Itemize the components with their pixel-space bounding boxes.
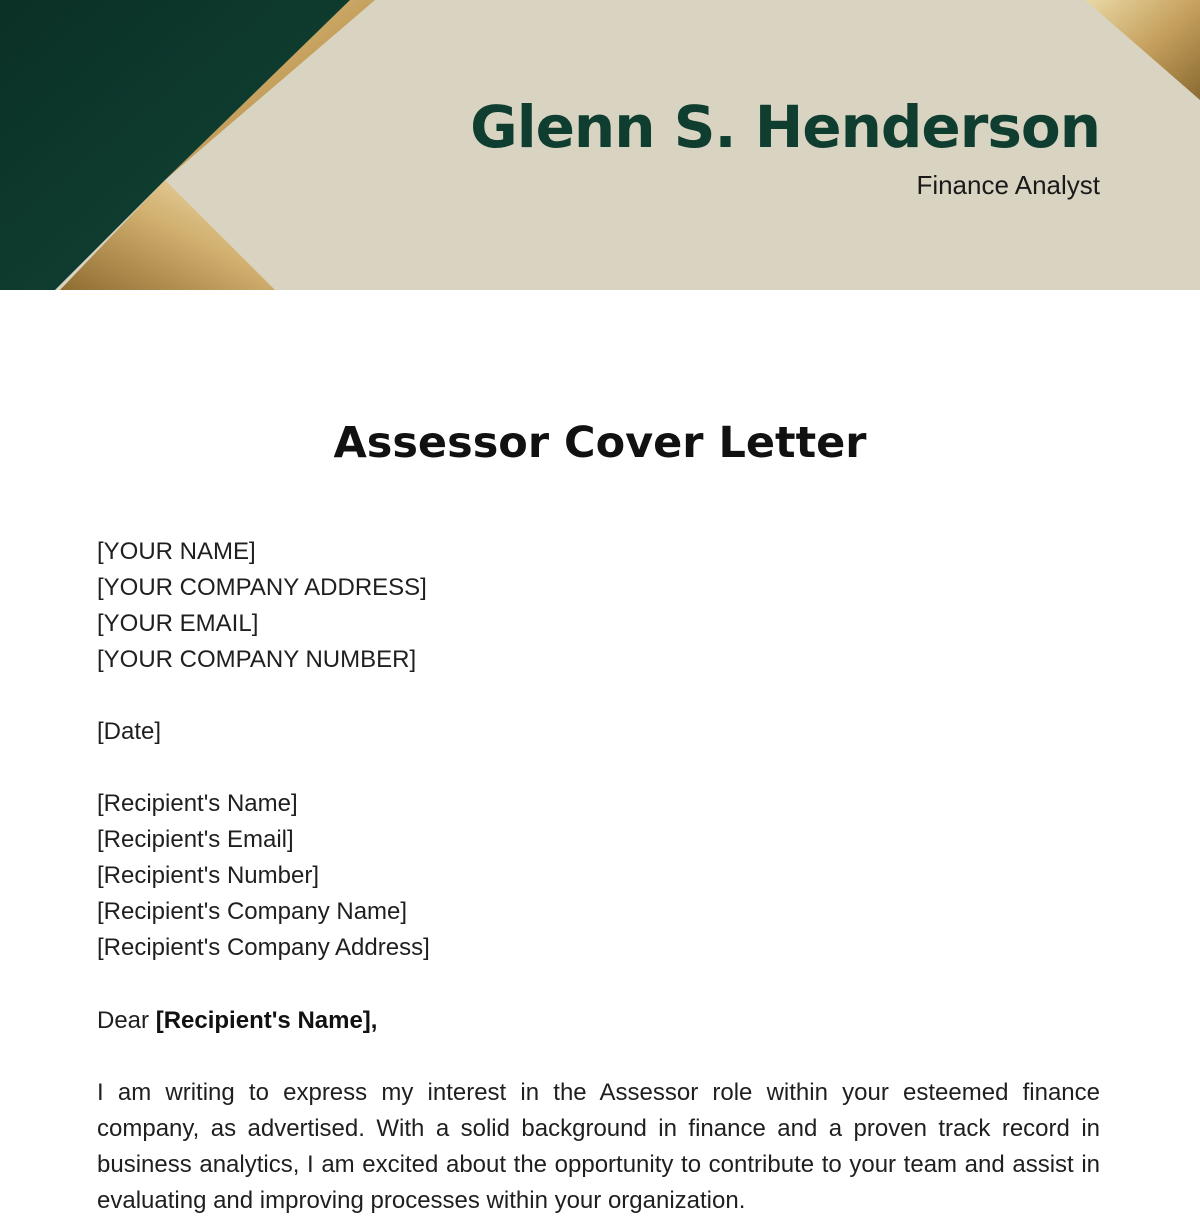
sender-name: [YOUR NAME] — [97, 538, 256, 565]
recipient-name: [Recipient's Name] — [97, 790, 298, 817]
salutation — [97, 1003, 1100, 1039]
salutation-greeting: Dear — [97, 1007, 150, 1034]
sender-address-block — [97, 534, 1100, 678]
salutation-recipient-name: [Recipient's Name], — [155, 1007, 378, 1034]
recipient-company-name: [Recipient's Company Name] — [97, 898, 408, 925]
recipient-email: [Recipient's Email] — [97, 826, 294, 853]
document-title: Assessor Cover Letter — [333, 418, 867, 468]
letterhead — [0, 0, 1200, 290]
sender-company-address: [YOUR COMPANY ADDRESS] — [97, 574, 427, 601]
body-paragraph: I am writing to express my interest in the Assessor role within your esteemed finance company, as advertised. With a solid background in finance and a proven track record in business analytics, I am excited about the opportunity to contribute to your team and assist in evaluating and improving processes within your organization. — [97, 1079, 1100, 1214]
applicant-name: Glenn S. Henderson — [470, 93, 1100, 161]
sender-company-number: [YOUR COMPANY NUMBER] — [97, 646, 417, 673]
sender-email: [YOUR EMAIL] — [97, 610, 259, 637]
recipient-address-block — [97, 786, 1100, 966]
applicant-role: Finance Analyst — [916, 170, 1100, 200]
date-text: [Date] — [97, 718, 162, 745]
recipient-number: [Recipient's Number] — [97, 862, 319, 889]
recipient-company-address: [Recipient's Company Address] — [97, 934, 430, 961]
letter-date — [97, 714, 1100, 750]
